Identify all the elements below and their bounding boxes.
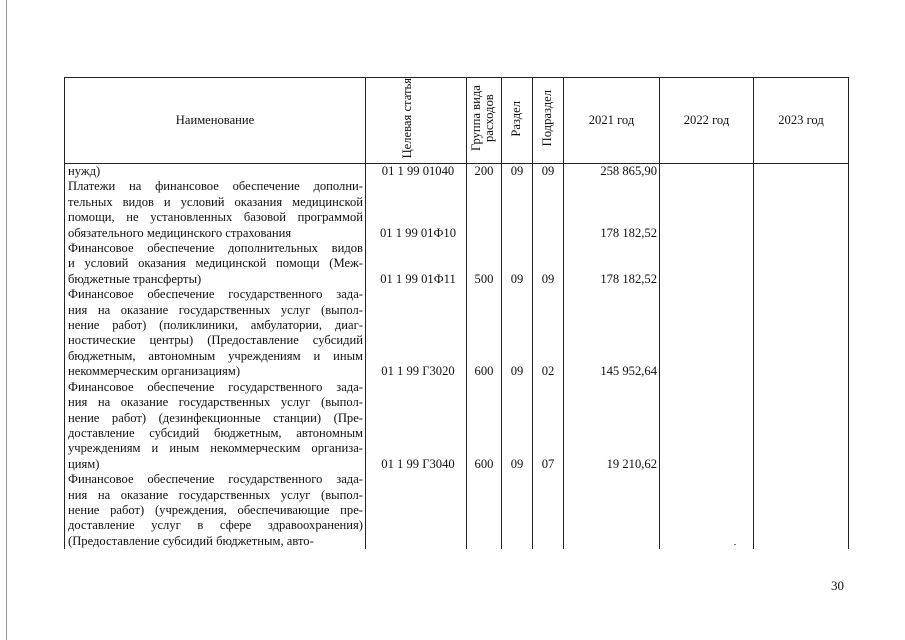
header-year-2022: 2022 год bbox=[660, 78, 754, 164]
cell-section bbox=[502, 472, 533, 549]
name-line: Финансовое обеспечение государственного зада- bbox=[68, 379, 363, 394]
name-line: доставление услуг в сфере здравоохранения) bbox=[68, 518, 363, 533]
name-line: некоммерческим организациям) bbox=[68, 364, 241, 379]
budget-table bbox=[64, 77, 849, 549]
cell-2023 bbox=[754, 287, 849, 379]
cell-name bbox=[65, 241, 366, 287]
cell-target-article: 01 1 99 Г3040 bbox=[366, 380, 467, 472]
name-line: обязательного медицинского страхования bbox=[68, 225, 292, 240]
cell-expense-group: 600 bbox=[467, 380, 502, 472]
table-row bbox=[65, 380, 849, 472]
header-name: Наименование bbox=[65, 78, 366, 164]
name-line: тельных видов и условий оказания медицинской bbox=[68, 194, 363, 209]
cell-name bbox=[65, 164, 366, 180]
cell-subsection: 09 bbox=[533, 164, 564, 180]
name-line: ностические центры) (Предоставление субсидий bbox=[68, 333, 363, 348]
header-year-2021: 2021 год bbox=[564, 78, 660, 164]
cell-2021: 258 865,90 bbox=[564, 164, 660, 180]
cell-2022 bbox=[660, 287, 754, 379]
cell-2021: 178 182,52 bbox=[564, 241, 660, 287]
name-line: ния на оказание государственных услуг (выпол- bbox=[68, 487, 363, 502]
cell-2023 bbox=[754, 380, 849, 472]
cell-2023 bbox=[754, 472, 849, 549]
cell-2022 bbox=[660, 164, 754, 180]
cell-target-article: 01 1 99 Г3020 bbox=[366, 287, 467, 379]
cell-section: 09 bbox=[502, 287, 533, 379]
name-line: помощи, не установленных базовой программой bbox=[68, 210, 363, 225]
cell-expense-group: 500 bbox=[467, 241, 502, 287]
name-line: нужд) bbox=[68, 164, 101, 178]
cell-name bbox=[65, 179, 366, 241]
header-year-2023: 2023 год bbox=[754, 78, 849, 164]
name-line: нение работ) (учреждения, обеспечивающие пре- bbox=[68, 502, 363, 517]
cell-target-article: 01 1 99 01Ф10 bbox=[366, 179, 467, 241]
cell-2021: 19 210,62 bbox=[564, 380, 660, 472]
header-section: Раздел bbox=[502, 78, 533, 164]
cell-target-article: 01 1 99 01040 bbox=[366, 164, 467, 180]
table-row bbox=[65, 241, 849, 287]
table-row bbox=[65, 179, 849, 241]
cell-name bbox=[65, 287, 366, 379]
page-edge-line bbox=[6, 0, 7, 640]
name-line: Финансовое обеспечение дополнительных видов bbox=[68, 241, 363, 256]
table-body bbox=[65, 164, 849, 550]
cell-2022 bbox=[660, 179, 754, 241]
cell-target-article bbox=[366, 472, 467, 549]
name-line: ния на оказание государственных услуг (выпол- bbox=[68, 302, 363, 317]
cell-section bbox=[502, 179, 533, 241]
page-number: 30 bbox=[831, 578, 844, 593]
cell-2023 bbox=[754, 164, 849, 180]
cell-2023 bbox=[754, 179, 849, 241]
cell-subsection bbox=[533, 472, 564, 549]
cell-section: 09 bbox=[502, 164, 533, 180]
cell-expense-group: 200 bbox=[467, 164, 502, 180]
cell-2021: 178 182,52 bbox=[564, 179, 660, 241]
name-line: Финансовое обеспечение государственного зада- bbox=[68, 472, 363, 487]
name-line: бюджетным, автономным учреждениям и иным bbox=[68, 348, 363, 363]
cell-2022 bbox=[660, 241, 754, 287]
cell-2021: 145 952,64 bbox=[564, 287, 660, 379]
name-line: учреждениям и иным некоммерческим организа- bbox=[68, 441, 363, 456]
cell-expense-group bbox=[467, 472, 502, 549]
scan-speck bbox=[734, 544, 736, 545]
cell-2022 bbox=[660, 380, 754, 472]
header-subsection: Подраздел bbox=[533, 78, 564, 164]
cell-target-article: 01 1 99 01Ф11 bbox=[366, 241, 467, 287]
cell-expense-group: 600 bbox=[467, 287, 502, 379]
cell-name bbox=[65, 380, 366, 472]
name-line: Платежи на финансовое обеспечение дополни- bbox=[68, 179, 363, 194]
table-row bbox=[65, 164, 849, 180]
header-target-article: Целевая статья bbox=[366, 78, 467, 164]
name-line: (Предоставление субсидий бюджетным, авто- bbox=[68, 533, 314, 548]
cell-section: 09 bbox=[502, 241, 533, 287]
name-line: нение работ) (поликлиники, амбулатории, диаг- bbox=[68, 318, 363, 333]
cell-2023 bbox=[754, 241, 849, 287]
cell-2022 bbox=[660, 472, 754, 549]
cell-expense-group bbox=[467, 179, 502, 241]
name-line: циям) bbox=[68, 456, 100, 471]
table-row bbox=[65, 287, 849, 379]
cell-subsection: 07 bbox=[533, 380, 564, 472]
cell-subsection: 09 bbox=[533, 241, 564, 287]
cell-subsection bbox=[533, 179, 564, 241]
table-row bbox=[65, 472, 849, 549]
name-line: ния на оказание государственных услуг (выпол- bbox=[68, 395, 363, 410]
cell-subsection: 02 bbox=[533, 287, 564, 379]
name-line: Финансовое обеспечение государственного зада- bbox=[68, 287, 363, 302]
table-header bbox=[65, 78, 849, 164]
cell-2021 bbox=[564, 472, 660, 549]
cell-section: 09 bbox=[502, 380, 533, 472]
name-line: бюджетные трансферты) bbox=[68, 271, 202, 286]
header-expense-group: Группа вида расходов bbox=[467, 78, 502, 164]
name-line: нение работ) (дезинфекционные станции) (Пре- bbox=[68, 410, 363, 425]
name-line: доставление субсидий бюджетным, автономным bbox=[68, 425, 363, 440]
cell-name bbox=[65, 472, 366, 549]
name-line: и условий оказания медицинской помощи (Меж- bbox=[68, 256, 363, 271]
